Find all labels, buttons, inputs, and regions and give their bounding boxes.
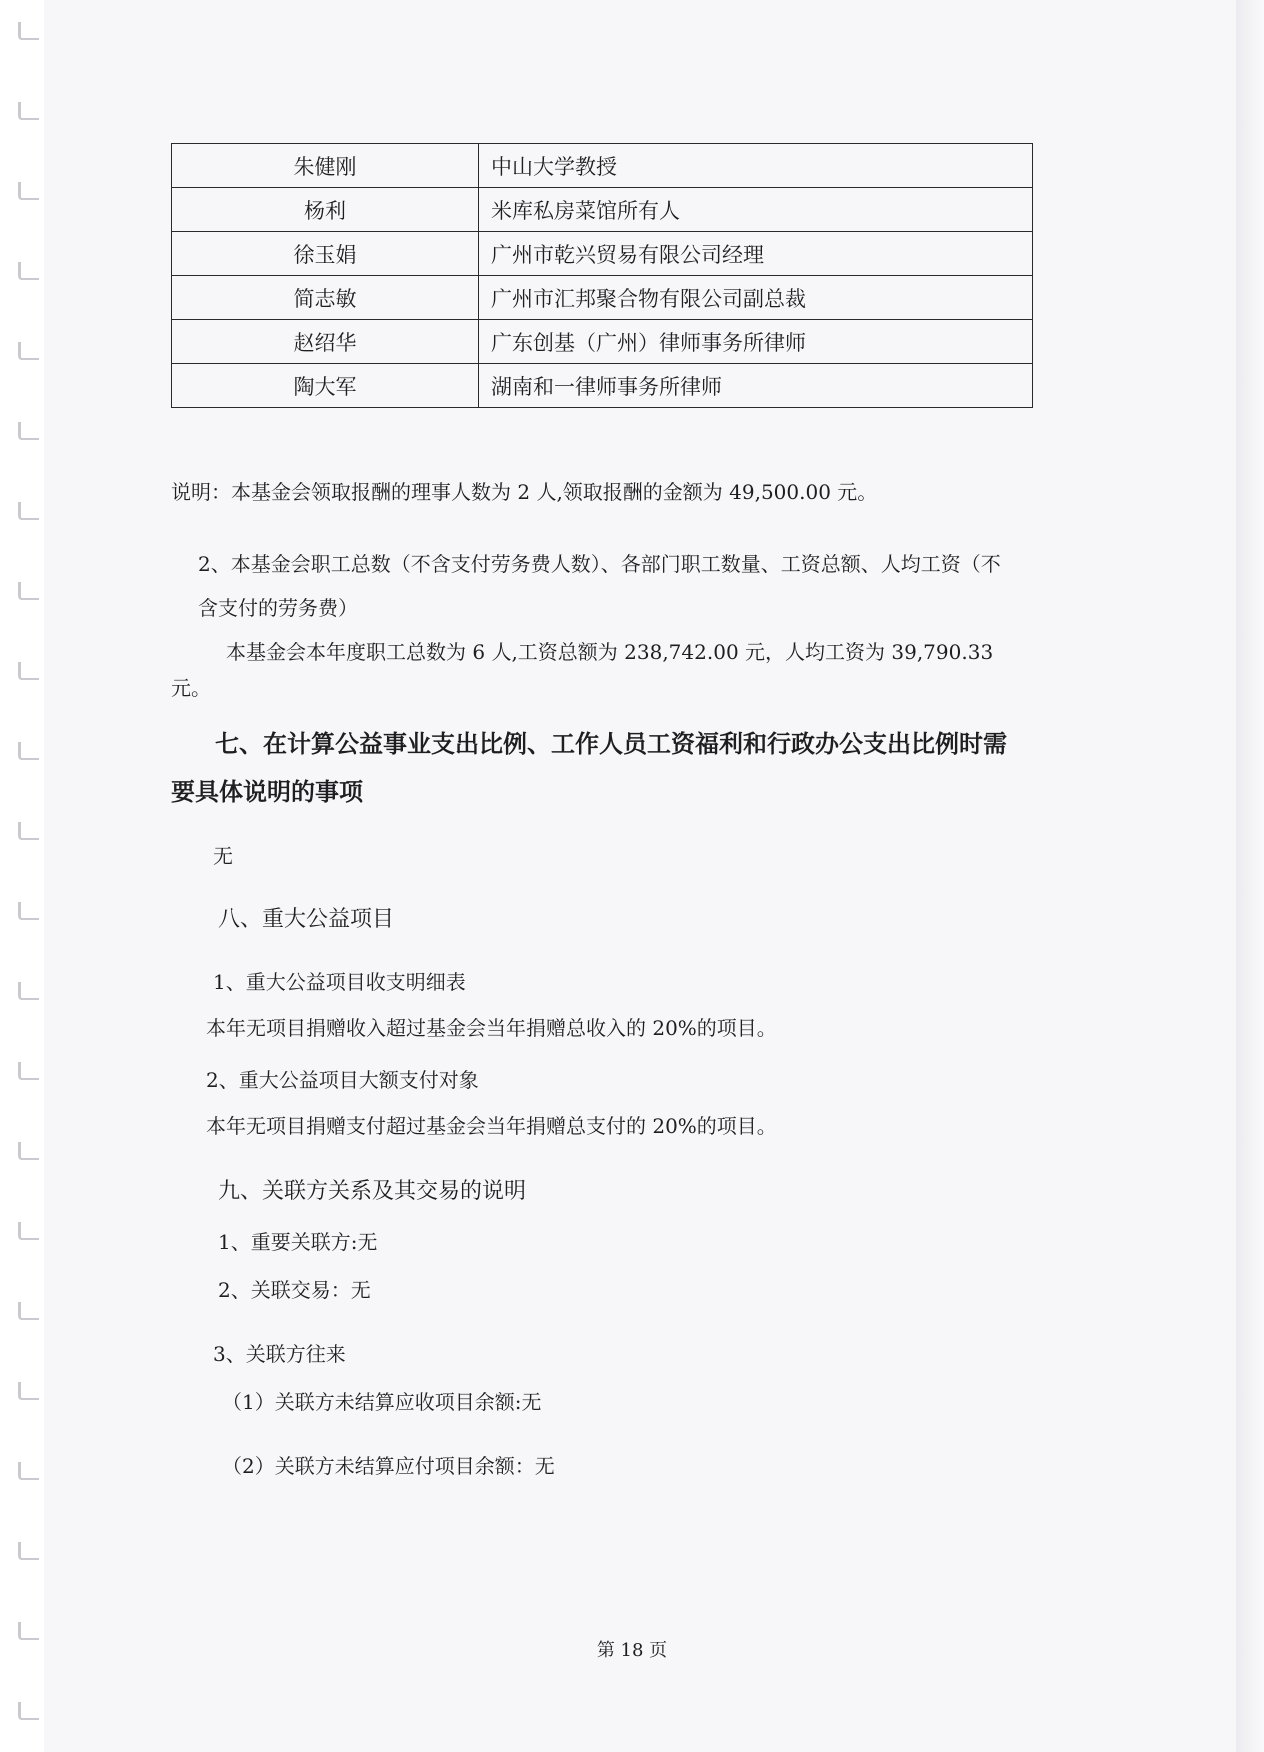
director-position: 广东创基（广州）律师事务所律师 [479,320,1033,364]
page-number: 第 18 页 [596,1640,668,1661]
item2-title-cont: 含支付的劳务费） [198,596,358,620]
section7-heading: 七、在计算公益事业支出比例、工作人员工资福利和行政办公支出比例时需 [215,729,1007,758]
section8-item2-title: 2、重大公益项目大额支付对象 [206,1068,479,1092]
item2-body-cont: 元。 [171,676,211,700]
section8-item2-body: 本年无项目捐赠支付超过基金会当年捐赠总支付的 20%的项目。 [206,1114,777,1138]
section9-item1: 1、重要关联方:无 [218,1230,378,1254]
director-position: 广州市乾兴贸易有限公司经理 [479,232,1033,276]
section8-item1-title: 1、重大公益项目收支明细表 [213,970,466,994]
section8-item1-body: 本年无项目捐赠收入超过基金会当年捐赠总收入的 20%的项目。 [206,1016,777,1040]
director-position: 广州市汇邦聚合物有限公司副总裁 [479,276,1033,320]
director-position: 湖南和一律师事务所律师 [479,364,1033,408]
item2-body: 本基金会本年度职工总数为 6 人,工资总额为 238,742.00 元，人均工资为 39,790.33 [226,640,994,664]
director-position: 米库私房菜馆所有人 [479,188,1033,232]
section9-item3-sub1: （1）关联方未结算应收项目余额:无 [222,1390,542,1414]
section9-item2: 2、关联交易：无 [218,1278,371,1302]
director-name: 简志敏 [172,276,479,320]
director-name: 赵绍华 [172,320,479,364]
section9-item3-sub2: （2）关联方未结算应付项目余额：无 [222,1454,555,1478]
director-name: 陶大军 [172,364,479,408]
section7-body: 无 [213,844,233,868]
table-row [172,232,1033,276]
section9-heading: 九、关联方关系及其交易的说明 [218,1179,527,1204]
table-row [172,188,1033,232]
table-row [172,364,1033,408]
item2-title: 2、本基金会职工总数（不含支付劳务费人数）、各部门职工数量、工资总额、人均工资（不 [198,552,1001,576]
director-position: 中山大学教授 [479,144,1033,188]
remuneration-note: 说明：本基金会领取报酬的理事人数为 2 人,领取报酬的金额为 49,500.00 元。 [171,480,878,504]
section8-heading: 八、重大公益项目 [218,907,395,932]
table-row [172,276,1033,320]
section7-heading-cont: 要具体说明的事项 [171,777,363,806]
table-row [172,320,1033,364]
director-name: 朱健刚 [172,144,479,188]
director-name: 徐玉娟 [172,232,479,276]
director-name: 杨利 [172,188,479,232]
section9-item3: 3、关联方往来 [213,1342,346,1366]
directors-table [171,143,1033,408]
table-row [172,144,1033,188]
